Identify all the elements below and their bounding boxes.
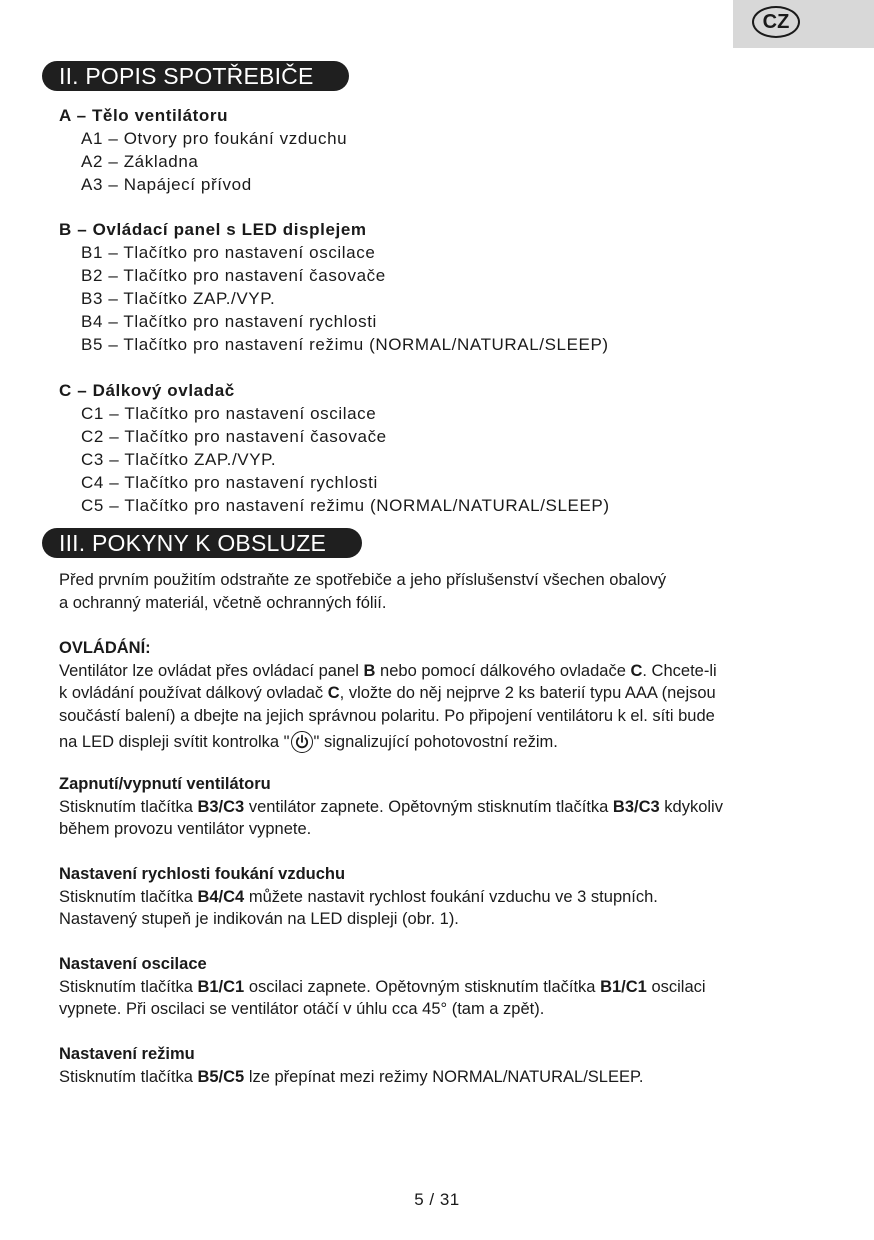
list-item: C5 – Tlačítko pro nastavení režimu (NORMAL/NATURAL/SLEEP) bbox=[81, 496, 610, 515]
speed-paragraph bbox=[59, 863, 658, 931]
power-icon bbox=[291, 731, 313, 753]
mode-paragraph bbox=[59, 1043, 643, 1088]
list-item: B5 – Tlačítko pro nastavení režimu (NORMAL/NATURAL/SLEEP) bbox=[81, 335, 609, 354]
group-title: C – Dálkový ovladač bbox=[59, 381, 235, 400]
text-line: během provozu ventilátor vypnete. bbox=[59, 820, 312, 838]
list-item: B2 – Tlačítko pro nastavení časovače bbox=[81, 266, 386, 285]
oscillation-paragraph bbox=[59, 953, 706, 1021]
text-line: Stisknutím tlačítka B5/C5 lze přepínat mezi režimy NORMAL/NATURAL/SLEEP. bbox=[59, 1067, 644, 1086]
list-item: B4 – Tlačítko pro nastavení rychlosti bbox=[81, 312, 377, 331]
group-a bbox=[59, 104, 347, 196]
section-heading-description: II. POPIS SPOTŘEBIČE bbox=[42, 61, 349, 91]
text-line: Ventilátor lze ovládat přes ovládací panel B nebo pomocí dálkového ovladače C. Chcete-li bbox=[59, 661, 717, 680]
group-c bbox=[59, 379, 610, 517]
text-line: součástí balení) a dbejte na jejich správnou polaritu. Po připojení ventilátoru k el. síti bude bbox=[59, 706, 715, 725]
text-line: Stisknutím tlačítka B4/C4 můžete nastavit rychlost foukání vzduchu ve 3 stupních. bbox=[59, 887, 658, 906]
group-b bbox=[59, 218, 609, 356]
list-item: B1 – Tlačítko pro nastavení oscilace bbox=[81, 243, 376, 262]
text-line: Před prvním použitím odstraňte ze spotřebiče a jeho příslušenství všechen obalový bbox=[59, 571, 667, 589]
text-line: Stisknutím tlačítka B3/C3 ventilátor zapnete. Opětovným stisknutím tlačítka B3/C3 kdykoliv bbox=[59, 797, 723, 816]
subheading-power: Zapnutí/vypnutí ventilátoru bbox=[59, 775, 271, 793]
section-heading-instructions: III. POKYNY K OBSLUZE bbox=[42, 528, 362, 558]
subheading-oscillation: Nastavení oscilace bbox=[59, 955, 207, 973]
list-item: C4 – Tlačítko pro nastavení rychlosti bbox=[81, 473, 378, 492]
group-title: B – Ovládací panel s LED displejem bbox=[59, 220, 367, 239]
text-line: vypnete. Při oscilaci se ventilátor otáčí v úhlu cca 45° (tam a zpět). bbox=[59, 1000, 545, 1018]
list-item: B3 – Tlačítko ZAP./VYP. bbox=[81, 289, 276, 308]
list-item: C1 – Tlačítko pro nastavení oscilace bbox=[81, 404, 377, 423]
subheading-controls: OVLÁDÁNÍ: bbox=[59, 639, 151, 657]
list-item: C3 – Tlačítko ZAP./VYP. bbox=[81, 450, 277, 469]
text-line: a ochranný materiál, včetně ochranných fólií. bbox=[59, 593, 387, 612]
language-badge: CZ bbox=[752, 6, 800, 38]
language-tab bbox=[733, 0, 874, 48]
list-item: A1 – Otvory pro foukání vzduchu bbox=[81, 129, 348, 148]
list-item: A2 – Základna bbox=[81, 152, 199, 171]
text-line: Nastavený stupeň je indikován na LED displeji (obr. 1). bbox=[59, 910, 459, 928]
subheading-speed: Nastavení rychlosti foukání vzduchu bbox=[59, 865, 346, 883]
page-number: 5 / 31 bbox=[414, 1190, 460, 1209]
list-item: A3 – Napájecí přívod bbox=[81, 175, 252, 194]
text-line: Stisknutím tlačítka B1/C1 oscilaci zapnete. Opětovným stisknutím tlačítka B1/C1 oscilaci bbox=[59, 977, 706, 996]
intro-paragraph bbox=[59, 569, 666, 614]
list-item: C2 – Tlačítko pro nastavení časovače bbox=[81, 427, 387, 446]
controls-paragraph bbox=[59, 637, 717, 754]
text-line: na LED displeji svítit kontrolka " " signalizující pohotovostní režim. bbox=[59, 733, 558, 751]
power-paragraph bbox=[59, 773, 723, 841]
subheading-mode: Nastavení režimu bbox=[59, 1045, 195, 1063]
text-line: k ovládání používat dálkový ovladač C, vložte do něj nejprve 2 ks baterií typu AAA (nejsou bbox=[59, 684, 716, 702]
group-title: A – Tělo ventilátoru bbox=[59, 106, 229, 125]
